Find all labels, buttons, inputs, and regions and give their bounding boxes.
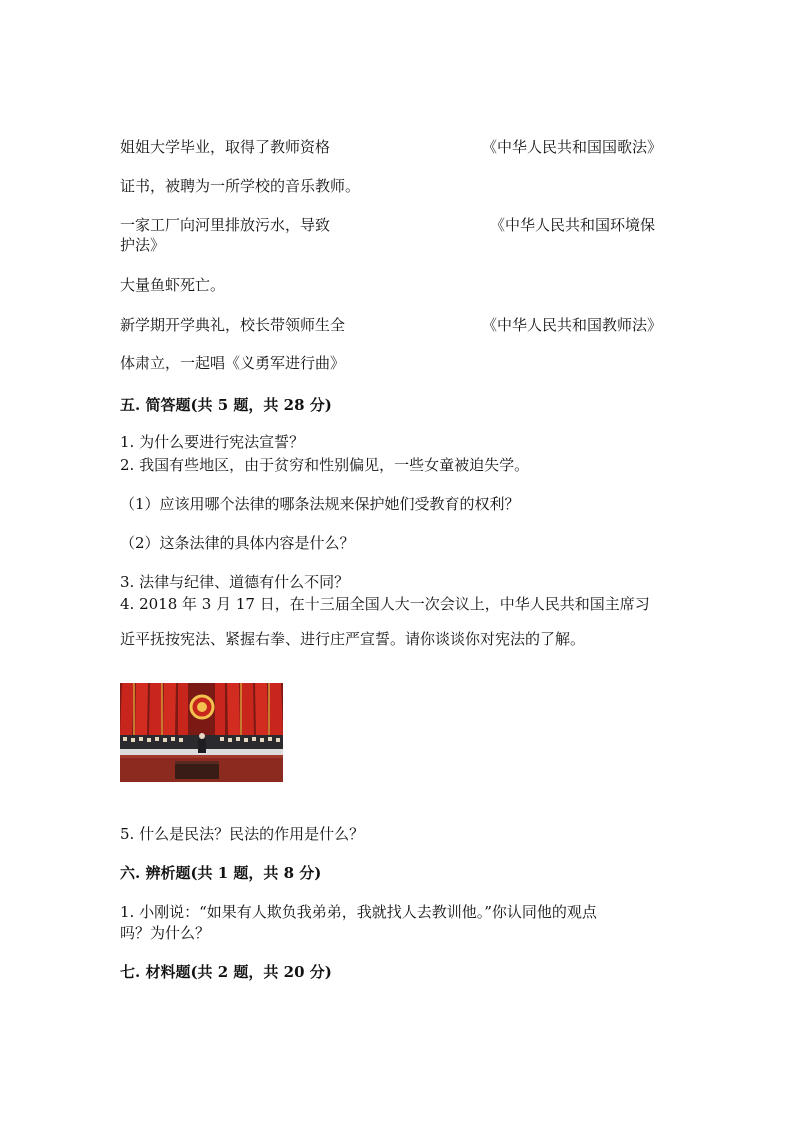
s5-question-4-line2: 近平抚按宪法、紧握右拳、进行庄严宣誓。请你谈谈你对宪法的了解。 <box>120 630 586 648</box>
match-row2-right-wrap: 护法》 <box>120 236 166 254</box>
match-row2-left: 一家工厂向河里排放污水，导致 <box>120 216 331 234</box>
s5-question-2-sub2: （2）这条法律的具体内容是什么？ <box>120 534 355 552</box>
s5-question-1: 1. 为什么要进行宪法宣誓？ <box>120 433 305 451</box>
match-row3-continuation: 体肃立，一起唱《义勇军进行曲》 <box>120 354 346 372</box>
s5-question-4-line1: 4. 2018 年 3 月 17 日，在十三届全国人大一次会议上，中华人民共和国主席习 <box>120 595 650 613</box>
match-row2-right: 《中华人民共和国环境保 <box>490 216 656 234</box>
s6-question-1-line1: 1. 小刚说：“如果有人欺负我弟弟，我就找人去教训他。”你认同他的观点 <box>120 903 597 921</box>
section5-title: 五. 简答题(共 5 题，共 28 分) <box>120 396 332 414</box>
s5-question-5: 5. 什么是民法？民法的作用是什么？ <box>120 825 365 843</box>
match-row1-right: 《中华人民共和国国歌法》 <box>482 138 663 156</box>
ceremony-photo <box>120 683 283 782</box>
match-row2-continuation: 大量鱼虾死亡。 <box>120 276 226 294</box>
match-row3-left: 新学期开学典礼，校长带领师生全 <box>120 316 346 334</box>
s5-question-3: 3. 法律与纪律、道德有什么不同？ <box>120 573 350 591</box>
section7-title: 七. 材料题(共 2 题，共 20 分) <box>120 963 332 981</box>
match-row3-right: 《中华人民共和国教师法》 <box>482 316 663 334</box>
s5-question-2: 2. 我国有些地区，由于贫穷和性别偏见，一些女童被迫失学。 <box>120 456 530 474</box>
match-row1-continuation: 证书，被聘为一所学校的音乐教师。 <box>120 177 361 195</box>
match-row1-left: 姐姐大学毕业，取得了教师资格 <box>120 138 331 156</box>
s6-question-1-line2: 吗？为什么？ <box>120 924 211 942</box>
s5-question-2-sub1: （1）应该用哪个法律的哪条法规来保护她们受教育的权利？ <box>120 495 520 513</box>
section6-title: 六. 辨析题(共 1 题，共 8 分) <box>120 864 322 882</box>
